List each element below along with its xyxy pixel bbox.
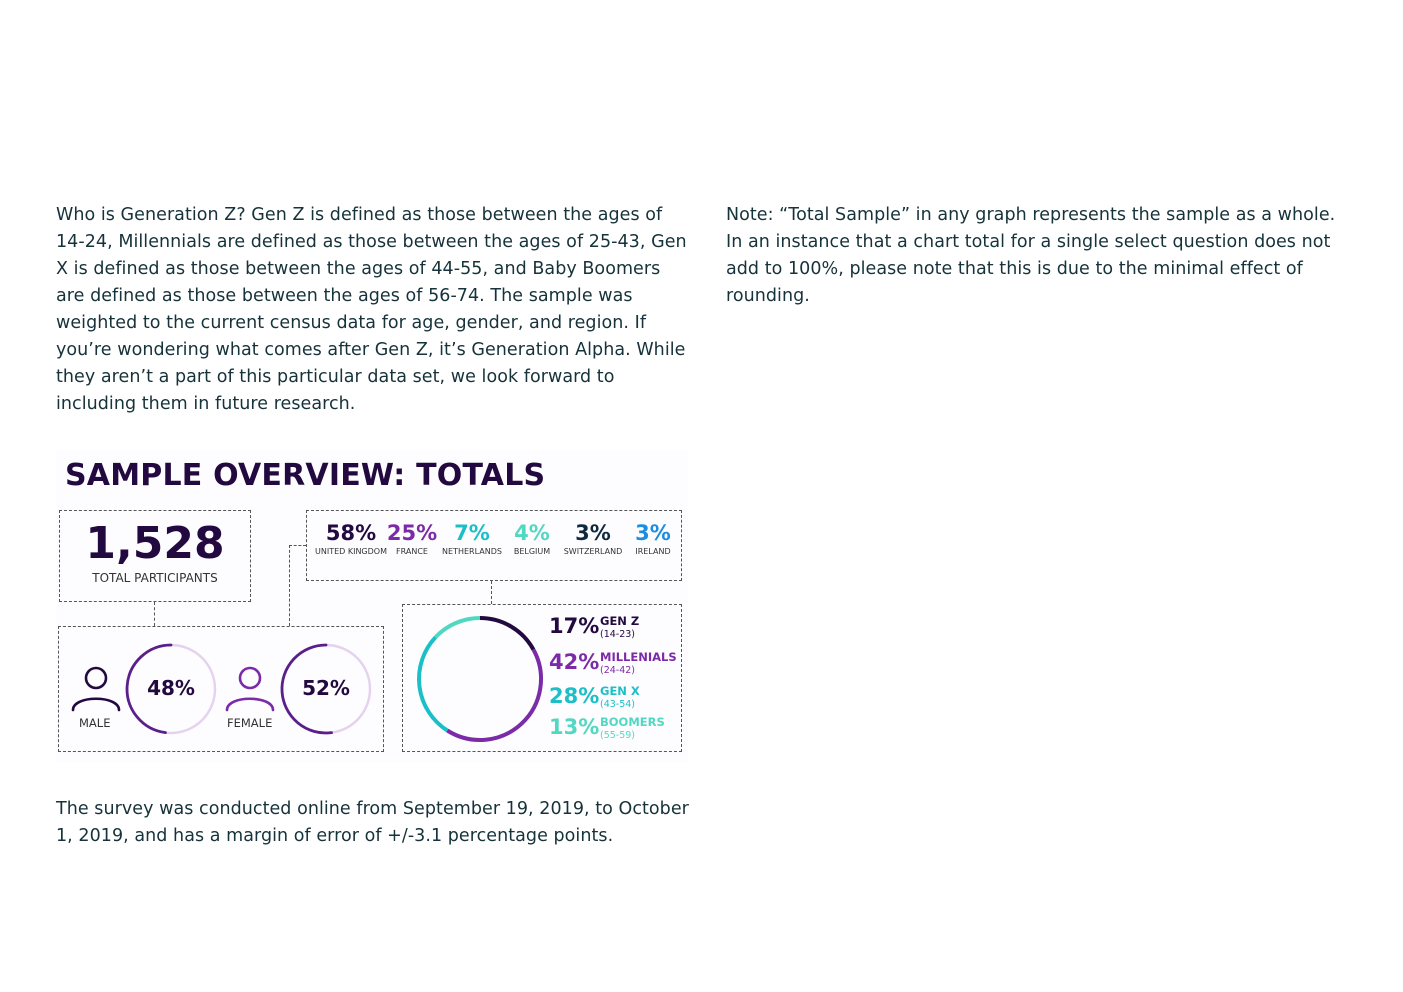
female-person-icon bbox=[224, 664, 276, 716]
country-pct: 3% bbox=[575, 521, 611, 545]
generation-name: GEN Z bbox=[600, 614, 640, 628]
sample-overview-infographic bbox=[56, 450, 688, 762]
country-item bbox=[615, 521, 691, 556]
generation-pct: 13% bbox=[549, 715, 600, 739]
country-name: UNITED KINGDOM bbox=[315, 547, 387, 556]
generation-name: MILLENIALS bbox=[600, 650, 677, 664]
country-pct: 7% bbox=[454, 521, 490, 545]
generation-name: GEN X bbox=[600, 684, 640, 698]
country-pct: 58% bbox=[325, 521, 377, 545]
connector-line bbox=[154, 602, 155, 626]
male-person-icon bbox=[70, 664, 122, 716]
female-label: FEMALE bbox=[227, 716, 273, 730]
country-pct: 25% bbox=[386, 521, 438, 545]
generation-pct: 28% bbox=[549, 684, 600, 708]
connector-line bbox=[289, 545, 306, 546]
generation-pct: 17% bbox=[549, 614, 600, 638]
female-pct: 52% bbox=[302, 676, 350, 700]
donut-segment-millenials bbox=[447, 650, 541, 740]
country-name: FRANCE bbox=[396, 547, 428, 556]
total-participants-label: TOTAL PARTICIPANTS bbox=[92, 571, 218, 585]
countries-box bbox=[306, 510, 682, 581]
gender-box bbox=[58, 626, 384, 752]
generation-range: (14-23) bbox=[600, 629, 636, 640]
total-participants-box bbox=[59, 510, 251, 602]
country-name: SWITZERLAND bbox=[563, 547, 623, 556]
generation-range: (55-59) bbox=[600, 730, 636, 741]
country-pct: 4% bbox=[514, 521, 550, 545]
connector-line bbox=[289, 545, 290, 626]
country-pct: 3% bbox=[635, 521, 671, 545]
connector-line bbox=[491, 581, 492, 604]
country-name: BELGIUM bbox=[513, 547, 551, 556]
note-paragraph: Note: “Total Sample” in any graph represents the sample as a whole. In an instance that a chart total for a single select question does not add to 100%, please note that this is due to the minimal effect of rounding. bbox=[726, 205, 1336, 306]
country-name: NETHERLANDS bbox=[442, 547, 502, 556]
donut-segment-gen-z bbox=[480, 618, 533, 650]
male-pct: 48% bbox=[147, 676, 195, 700]
generation-range: (43-54) bbox=[600, 699, 636, 710]
generations-box bbox=[402, 604, 682, 752]
infographic-title: SAMPLE OVERVIEW: TOTALS bbox=[65, 458, 546, 493]
donut-segment-gen-x bbox=[419, 637, 447, 730]
male-label: MALE bbox=[79, 716, 111, 730]
total-participants-value: 1,528 bbox=[85, 518, 225, 569]
donut-segment-boomers bbox=[436, 618, 480, 637]
survey-paragraph: The survey was conducted online from September 19, 2019, to October 1, 2019, and has a margin of error of +/-3.1 percentage points. bbox=[56, 799, 689, 846]
intro-paragraph: Who is Generation Z? Gen Z is defined as those between the ages of 14-24, Millennials are defined as those between the ages of 25-43, Gen X is defined as those between the ages of 44-55, and Baby Boomers are defined as those between the ages of 56-74. The sample was weighted to the current census data for age, gender, and region. If you’re wondering what comes after Gen Z, it’s Generation Alpha. While they aren’t a part of this particular data set, we look forward to including them in future research. bbox=[56, 205, 687, 414]
country-name: IRELAND bbox=[635, 547, 671, 556]
generation-donut-chart bbox=[414, 613, 546, 745]
generation-pct: 42% bbox=[549, 650, 600, 674]
generation-range: (24-42) bbox=[600, 665, 636, 676]
generation-name: BOOMERS bbox=[600, 715, 665, 729]
